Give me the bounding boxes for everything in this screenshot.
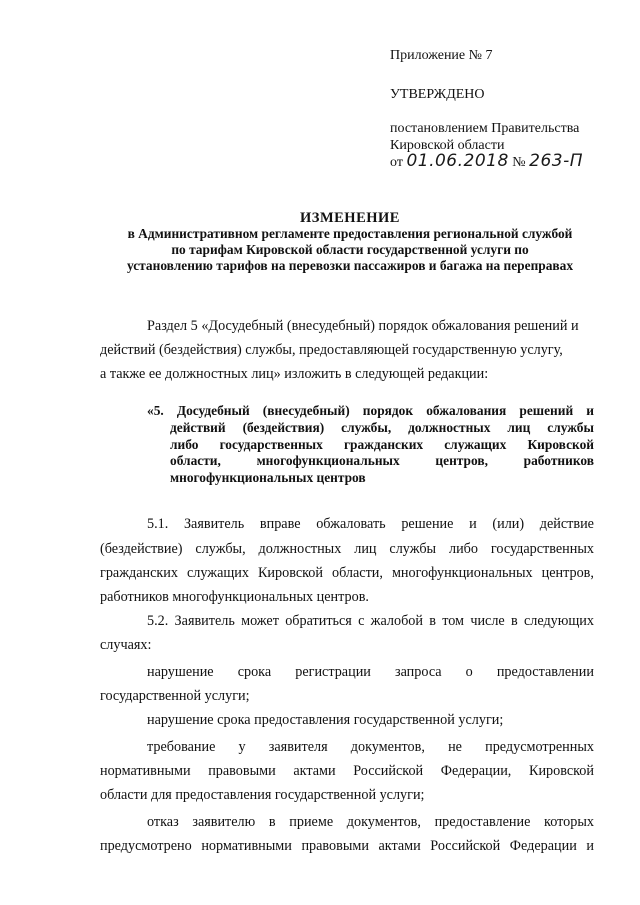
word: и [586, 838, 594, 854]
word: правовыми [301, 838, 369, 854]
p51-line-3 [100, 565, 594, 581]
p52-line-2: случаях: [100, 637, 152, 653]
word: обратиться [285, 613, 352, 629]
word: (или) [492, 516, 525, 532]
number-prefix: № [512, 155, 526, 170]
word: должностных [408, 420, 491, 435]
word: работников [523, 453, 594, 468]
word: запроса [394, 664, 442, 680]
word: центров, [541, 565, 594, 581]
word: числе [470, 613, 505, 629]
word: Заявитель [174, 613, 235, 629]
word: вправе [259, 516, 301, 532]
section-heading [147, 403, 594, 420]
word: либо [170, 436, 199, 452]
handwritten-date: 01.06.2018 [406, 151, 509, 171]
intro-line-3: а также ее должностных лиц» изложить в следующей редакции: [100, 366, 489, 382]
heading-line-1 [147, 403, 594, 420]
word: центров, [435, 453, 488, 468]
word: нарушение [147, 664, 214, 680]
word: нормативными [201, 838, 292, 854]
word: «5. [147, 403, 164, 418]
word: службы, [195, 541, 246, 557]
word: Досудебный [176, 403, 250, 418]
word: многофункциональных [256, 453, 400, 468]
word: актами [378, 838, 421, 854]
heading-line-5: многофункциональных центров [170, 469, 366, 485]
word: служащих [444, 436, 507, 452]
word: государственных [219, 436, 323, 452]
word: (бездействия) [242, 420, 325, 435]
word: может [241, 613, 279, 629]
word: Российской [353, 763, 424, 779]
approval-line-1: постановлением Правительства [390, 121, 580, 136]
word: 5.2. [147, 613, 169, 629]
word: Федерации [509, 838, 577, 854]
word: документов, [350, 739, 425, 755]
word: нормативными [100, 763, 191, 779]
word: Российской [430, 838, 501, 854]
p51-line-4: работников многофункциональных центров. [100, 589, 369, 605]
approval-line-2: Кировской области [390, 138, 505, 153]
date-prefix: от [390, 155, 403, 170]
case3-line-2 [100, 763, 594, 779]
word: у [238, 739, 246, 755]
word: жалобой [370, 613, 423, 629]
title-line-3: установлению тарифов на перевозки пассажиров и багажа на переправах [126, 258, 574, 273]
word: в [429, 613, 436, 629]
case1-line-2: государственной услуги; [100, 688, 250, 704]
approval-date-line [390, 153, 583, 171]
title-line-2: по тарифам Кировской области государственной услуги по [171, 242, 529, 257]
word: следующих [523, 613, 594, 629]
handwritten-number: 263-П [529, 151, 584, 171]
word: предоставление [434, 814, 531, 830]
p51-line-1 [147, 516, 594, 532]
word: заявителю [192, 814, 256, 830]
word: не [448, 739, 462, 755]
word: в [268, 814, 276, 830]
section-heading-cont [170, 420, 594, 486]
word: лиц [354, 541, 377, 557]
word: службы [547, 420, 594, 435]
word: лиц [507, 420, 531, 435]
word: том [442, 613, 465, 629]
word: государственных [490, 541, 594, 557]
word: предусмотренных [485, 739, 594, 755]
intro-line-1 [147, 318, 594, 334]
document-title [88, 210, 612, 274]
word: и [586, 403, 594, 418]
word: порядок [362, 403, 414, 418]
heading-line-2 [170, 420, 594, 437]
word: предусмотрено [100, 838, 192, 854]
appendix-number: Приложение № 7 [390, 48, 493, 63]
title-main: ИЗМЕНЕНИЕ [300, 210, 400, 226]
word: и [469, 516, 477, 532]
word: обжалования [426, 403, 507, 418]
word: Кировской [527, 436, 594, 452]
word: правовыми [208, 763, 276, 779]
case4-line-2 [100, 838, 594, 854]
word: Кировской [528, 763, 594, 779]
approved-label: УТВЕРЖДЕНО [390, 87, 485, 102]
word: должностных [258, 541, 342, 557]
word: требование [147, 739, 216, 755]
word: области, [331, 565, 383, 581]
intro-line-1-text: Раздел 5 «Досудебный (внесудебный) порядок обжалования решений и [147, 318, 579, 334]
word: с [358, 613, 365, 629]
word: в [510, 613, 518, 629]
p51-line-2 [100, 541, 594, 557]
word: либо [449, 541, 478, 557]
word: предоставлении [496, 664, 594, 680]
intro-line-2: действий (бездействия) службы, предоставляющей государственную услугу, [100, 342, 563, 358]
word: заявителя [268, 739, 328, 755]
word: которых [544, 814, 594, 830]
word: решений [519, 403, 574, 418]
word: 5.1. [147, 516, 169, 532]
word: гражданских [100, 565, 178, 581]
p52-line-1 [147, 613, 594, 629]
word: действие [539, 516, 594, 532]
word: области, [170, 453, 221, 468]
title-line-1: в Административном регламенте предоставления региональной службой [127, 226, 573, 241]
case1-line-1 [147, 664, 594, 680]
case2-line-1: нарушение срока предоставления государственной услуги; [147, 712, 504, 728]
case3-line-1 [147, 739, 594, 755]
word: о [465, 664, 473, 680]
word: решение [401, 516, 454, 532]
word: многофункциональных [391, 565, 533, 581]
word: отказ [147, 814, 179, 830]
word: гражданских [343, 436, 424, 452]
word: службы, [341, 420, 392, 435]
word: Заявитель [183, 516, 245, 532]
word: Федерации, [440, 763, 512, 779]
word: срока [237, 664, 272, 680]
word: (внесудебный) [262, 403, 350, 418]
word: служащих [186, 565, 249, 581]
word: приеме [289, 814, 334, 830]
case4-line-1 [147, 814, 594, 830]
word: обжаловать [316, 516, 386, 532]
heading-line-4 [170, 453, 594, 470]
word: актами [293, 763, 336, 779]
heading-line-3 [170, 437, 594, 454]
case3-line-3: области для предоставления государственной услуги; [100, 787, 425, 803]
word: действий [170, 420, 226, 435]
word: документов, [346, 814, 421, 830]
word: (бездействие) [100, 541, 183, 557]
word: службы [389, 541, 437, 557]
word: Кировской [257, 565, 323, 581]
word: регистрации [295, 664, 371, 680]
